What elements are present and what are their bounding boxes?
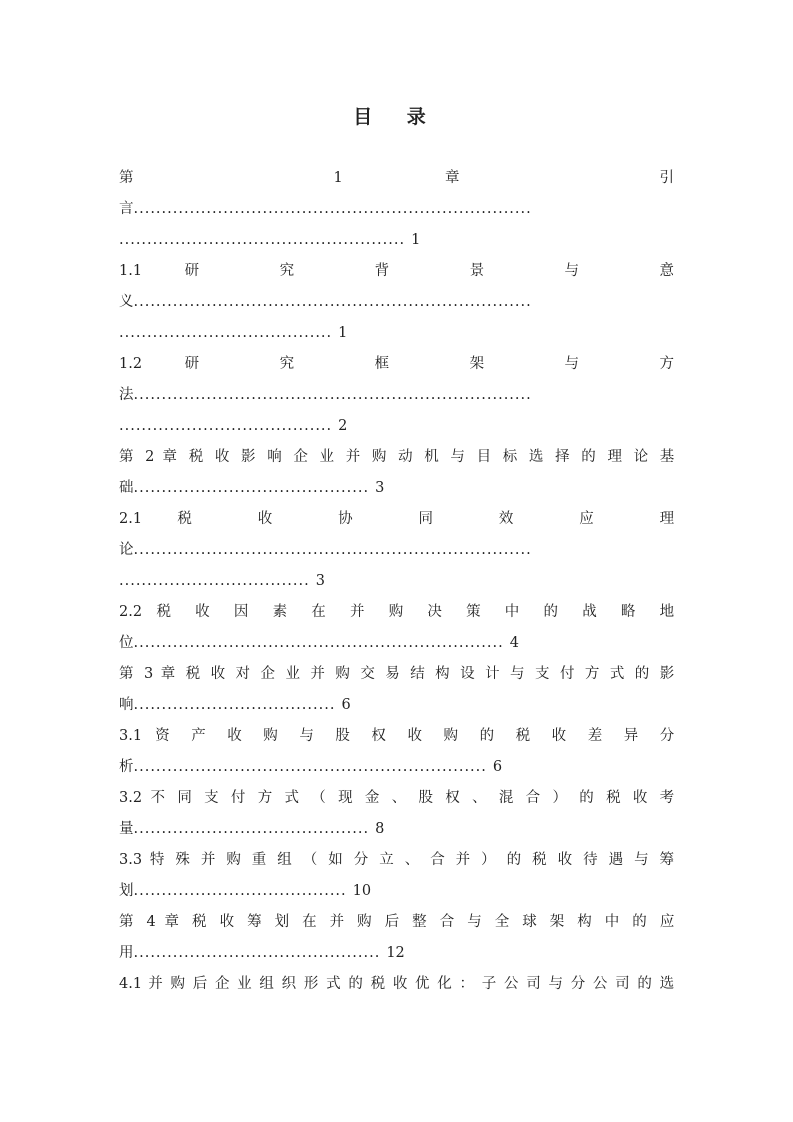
toc-heading-tail: 位 [119,635,134,651]
toc-heading-token: 的 [348,976,365,992]
toc-heading-token: 略 [620,604,646,620]
toc-heading-token: 方 [257,790,277,806]
toc-heading-line [119,256,674,287]
toc-heading-token: 司 [526,976,543,992]
toc-title: 目 录 [353,106,440,128]
toc-heading-token: 并 [349,604,375,620]
toc-heading-token: 税 [515,728,539,744]
toc-heading-token: 计 [485,666,503,682]
toc-heading-token: 企 [293,449,312,465]
toc-heading-token: 收 [219,914,239,930]
toc-heading-line [119,659,674,690]
toc-heading-token: 股 [335,728,359,744]
toc-heading-token: 响 [267,449,286,465]
toc-heading-token: 标 [502,449,521,465]
toc-heading-token: 分 [570,976,587,992]
toc-heading-tail: 论 [119,542,134,558]
toc-heading-token: 购 [170,976,187,992]
toc-heading-token: 对 [235,666,253,682]
toc-heading-token: 立 [379,852,397,868]
toc-entry[interactable] [119,845,674,907]
toc-leader-line [119,814,674,845]
toc-heading-token: 第 [119,170,232,186]
toc-leader-line [119,938,674,969]
toc-heading-token: 在 [302,914,321,930]
toc-heading-token: 税 [188,449,207,465]
toc-heading-token: 决 [427,604,452,620]
toc-heading-token: 合 [430,852,448,868]
toc-heading-token: 收 [551,728,575,744]
toc-leader-line [119,287,674,318]
toc-leader-line [119,473,674,504]
toc-heading-token: 的 [634,666,653,682]
toc-heading-token: 1 [333,170,343,186]
toc-heading-token: 化 [437,976,454,992]
toc-heading-token: 重 [251,852,270,868]
toc-leader-line [119,225,674,256]
toc-heading-token: 权 [371,728,395,744]
toc-heading-token: 影 [659,666,674,682]
toc-heading-token: 在 [311,604,336,620]
toc-leader-dots: .................................. [119,573,310,589]
toc-heading-token: 与 [450,449,469,465]
toc-heading-token: 第 4 章 [119,914,184,930]
toc-heading-token: 方 [584,666,603,682]
toc-heading-token: 分 [659,728,674,744]
toc-heading-token: 3.2 [119,790,143,806]
toc-leader-dots: .......................................... [133,821,370,837]
toc-page-number: 3 [315,573,325,589]
toc-heading-token: 筹 [247,914,266,930]
toc-heading-tail: 法 [119,387,134,403]
toc-heading-token: 架 [469,356,522,372]
toc-heading-tail: 义 [119,294,134,310]
toc-heading-token: 购 [263,728,287,744]
toc-heading-token: 公 [503,976,521,992]
toc-leader-line [119,752,674,783]
toc-heading-token: 税 [370,976,387,992]
toc-leader-line [119,411,674,442]
toc-heading-token: 支 [534,666,553,682]
toc-heading-token: 差 [587,728,611,744]
toc-heading-token: 应 [579,511,625,527]
toc-leader-line [119,566,674,597]
toc-heading-token: 式 [284,790,303,806]
toc-page-number: 6 [492,759,503,775]
toc-entry[interactable] [119,597,674,659]
toc-heading-token: 筹 [659,852,674,868]
toc-heading-token: 究 [279,263,333,279]
toc-heading-token: 协 [338,511,384,527]
toc-heading-token: 收 [392,976,409,992]
toc-heading-token: 并 [455,852,474,868]
toc-heading-token: 收 [632,790,652,806]
toc-heading-token: 构 [577,914,596,930]
toc-heading-tail: 划 [119,883,134,899]
toc-heading-tail: 量 [119,821,134,837]
toc-heading-token: 目 [476,449,495,465]
toc-heading-token: 策 [466,604,491,620]
toc-heading-token: 税 [185,666,204,682]
toc-heading-token: 企 [214,976,231,992]
toc-page-number: 3 [375,480,385,496]
toc-heading-token: （ [311,790,330,806]
toc-leader-line [119,194,674,225]
toc-heading-token: 理 [607,449,626,465]
toc-heading-token: 框 [374,356,428,372]
toc-heading-token: 、 [391,790,411,806]
toc-leader-dots: ...................................... [119,325,333,341]
toc-heading-token: 方 [659,356,674,372]
toc-heading-token: 研 [184,356,238,372]
toc-heading-token: 收 [227,728,251,744]
toc-leader-line [119,876,674,907]
toc-leader-dots: ....................................................................... [133,201,532,217]
toc-leader-line [119,628,674,659]
toc-heading-token: 4.1 [119,976,143,992]
toc-leader-dots: ....................................................................... [133,542,532,558]
toc-heading-token: 章 [445,170,558,186]
toc-heading-tail: 用 [119,945,134,961]
toc-heading-token: 并 [310,666,328,682]
toc-heading-token: 金 [364,790,384,806]
toc-heading-token: 第 3 章 [119,666,179,682]
toc-heading-line [119,969,674,1000]
toc-heading-token: 与 [564,356,617,372]
toc-page-number: 8 [375,821,385,837]
toc-leader-dots: ...................................... [119,418,333,434]
toc-heading-token: 合 [439,914,459,930]
toc-heading-line [119,721,674,752]
toc-heading-token: 战 [582,604,607,620]
toc-heading-token: 论 [633,449,652,465]
toc-heading-token: 购 [357,914,376,930]
toc-heading-token: 3.3 [119,852,143,868]
toc-leader-dots: ....................................................................... [133,294,532,310]
toc-heading-token: 理 [659,511,674,527]
toc-heading-token: 收 [210,666,229,682]
toc-entry[interactable] [119,783,674,845]
toc-heading-token: 产 [191,728,215,744]
toc-entry[interactable] [119,504,674,597]
toc-heading-token: 遇 [608,852,627,868]
toc-entry[interactable] [119,349,674,442]
toc-leader-dots: ...................................... [133,883,347,899]
toc-heading-token: 究 [279,356,333,372]
toc-heading-line [119,783,674,814]
toc-heading-token: 景 [469,263,522,279]
toc-heading-token: 的 [506,852,525,868]
toc-heading-token: 2.2 [119,604,143,620]
toc-entry[interactable] [119,907,674,969]
toc-entry[interactable] [119,969,674,1000]
toc-heading-line [119,442,674,473]
toc-heading-token: 3.1 [119,728,143,744]
toc-heading-token: 式 [326,976,343,992]
toc-heading-token: 全 [494,914,514,930]
toc-heading-line [119,907,674,938]
toc-heading-token: 因 [233,604,259,620]
toc-heading-token: 、 [404,852,423,868]
toc-page-number: 4 [509,635,519,651]
table-of-contents [119,163,674,1000]
toc-heading-line [119,349,674,380]
toc-heading-token: 企 [260,666,278,682]
toc-heading-token: 支 [204,790,223,806]
toc-heading-token: 后 [192,976,209,992]
toc-heading-token: 的 [637,976,654,992]
toc-page-number: 10 [352,883,372,899]
toc-heading-token: 效 [498,511,545,527]
toc-heading-token: 收 [407,728,431,744]
toc-heading-token: 式 [609,666,628,682]
toc-heading-token: 特 [149,852,168,868]
toc-heading-token: 并 [329,914,349,930]
toc-heading-token: 易 [385,666,403,682]
toc-heading-token: 购 [443,728,467,744]
toc-heading-token: ） [552,790,571,806]
toc-heading-token: 现 [338,790,357,806]
toc-heading-token: 税 [156,604,181,620]
toc-heading-token: 与 [634,852,652,868]
toc-heading-token: 业 [237,976,254,992]
toc-heading-token: 动 [398,449,417,465]
toc-page-number: 1 [338,325,348,341]
toc-leader-dots: ............................................................... [133,759,487,775]
toc-heading-token: 织 [281,976,298,992]
toc-heading-token: 的 [543,604,568,620]
toc-heading-token: 税 [532,852,550,868]
toc-heading-token: 整 [412,914,431,930]
toc-leader-line [119,380,674,411]
toc-heading-token: 选 [659,976,674,992]
toc-heading-token: 构 [435,666,453,682]
toc-heading-line [119,504,674,535]
toc-heading-token: 业 [285,666,303,682]
toc-entry[interactable] [119,442,674,504]
toc-heading-line [119,597,674,628]
toc-heading-token: 子 [481,976,498,992]
toc-heading-token: 考 [659,790,674,806]
toc-heading-token: 收 [214,449,233,465]
toc-heading-token: 组 [259,976,276,992]
toc-heading-token: 的 [632,914,651,930]
toc-heading-token: 与 [548,976,565,992]
toc-heading-token: 划 [274,914,294,930]
toc-heading-token: 地 [659,604,674,620]
toc-heading-token: 影 [241,449,260,465]
toc-heading-token: 与 [564,263,617,279]
toc-page-number: 12 [386,945,405,961]
toc-leader-dots: ................................................... [119,232,406,248]
toc-heading-token: 机 [424,449,443,465]
toc-heading-token: （ [302,852,321,868]
toc-entry[interactable] [119,721,674,783]
toc-heading-token: 1.2 [119,356,143,372]
toc-heading-token: 研 [184,263,238,279]
toc-heading-token: 并 [345,449,364,465]
toc-heading-token: 购 [388,604,413,620]
toc-heading-token: 交 [360,666,378,682]
toc-heading-token: 业 [319,449,338,465]
toc-leader-dots: .......................................... [133,480,370,496]
toc-heading-token: 收 [257,511,303,527]
toc-leader-line [119,690,674,721]
toc-heading-token: 合 [525,790,545,806]
toc-heading-token: 组 [277,852,295,868]
toc-heading-token: 购 [371,449,390,465]
toc-heading-token: 设 [460,666,478,682]
toc-heading-token: 中 [604,914,624,930]
toc-heading-token: 税 [606,790,625,806]
toc-heading-token: 并 [200,852,219,868]
toc-heading-token: 架 [549,914,569,930]
toc-heading-token: 分 [353,852,372,868]
toc-leader-line [119,535,674,566]
toc-heading-token: 结 [410,666,428,682]
toc-heading-token: 、 [472,790,491,806]
toc-heading-token: 素 [272,604,297,620]
toc-heading-token: 2.1 [119,511,143,527]
toc-heading-tail: 析 [119,759,134,775]
toc-heading-token: 球 [522,914,541,930]
toc-entry[interactable] [119,659,674,721]
toc-heading-token: 形 [303,976,320,992]
toc-heading-token: 收 [557,852,576,868]
toc-heading-token: 如 [328,852,346,868]
toc-heading-token: 股 [418,790,437,806]
toc-heading-line [119,845,674,876]
toc-heading-token: 购 [335,666,353,682]
toc-leader-dots: .................................................................. [133,635,504,651]
toc-heading-token: 司 [615,976,632,992]
toc-leader-dots: ....................................................................... [133,387,532,403]
toc-heading-token: 购 [226,852,244,868]
toc-heading-token: 不 [150,790,169,806]
toc-heading-tail: 响 [119,697,134,713]
toc-heading-token: 1.1 [119,263,143,279]
toc-heading-token: 付 [230,790,250,806]
toc-entry[interactable] [119,256,674,349]
toc-heading-token: 选 [528,449,547,465]
toc-page-number: 2 [338,418,348,434]
toc-page-number: 6 [341,697,351,713]
toc-heading-token: 的 [581,449,600,465]
toc-entry[interactable] [119,163,674,256]
toc-heading-token: 与 [467,914,486,930]
toc-heading-token: 殊 [175,852,194,868]
toc-heading-token: 税 [177,511,223,527]
toc-heading-token: 基 [659,449,674,465]
toc-heading-token: 并 [148,976,165,992]
toc-heading-token: 混 [498,790,518,806]
toc-heading-token: 与 [299,728,323,744]
toc-heading-token: 同 [418,511,464,527]
toc-heading-token: 背 [374,263,428,279]
toc-heading-token: 的 [579,790,598,806]
toc-heading-tail: 础 [119,480,134,496]
toc-heading-token: 意 [659,263,674,279]
toc-heading-token: ： [459,976,476,992]
toc-heading-token: 择 [555,449,574,465]
toc-leader-dots: ............................................ [133,945,381,961]
toc-heading-token: 税 [192,914,211,930]
toc-heading-token: 与 [510,666,528,682]
toc-heading-token: 第 2 章 [119,449,181,465]
toc-heading-token: 付 [559,666,578,682]
toc-heading-line [119,163,674,194]
toc-leader-dots: .................................... [133,697,336,713]
toc-heading-token: 权 [445,790,464,806]
toc-heading-token: 异 [623,728,647,744]
toc-heading-token: 的 [479,728,503,744]
toc-heading-token: 待 [583,852,601,868]
toc-heading-token: 同 [177,790,196,806]
toc-heading-token: 引 [659,170,674,186]
toc-leader-line [119,318,674,349]
toc-heading-token: 后 [384,914,404,930]
toc-heading-token: 公 [592,976,609,992]
toc-heading-token: 优 [415,976,432,992]
toc-heading-token: 应 [659,914,674,930]
toc-heading-token: ） [481,852,499,868]
toc-heading-token: 中 [504,604,530,620]
toc-heading-token: 资 [155,728,179,744]
toc-heading-tail: 言 [119,201,134,217]
toc-page-number: 1 [411,232,421,248]
toc-heading-token: 收 [195,604,220,620]
